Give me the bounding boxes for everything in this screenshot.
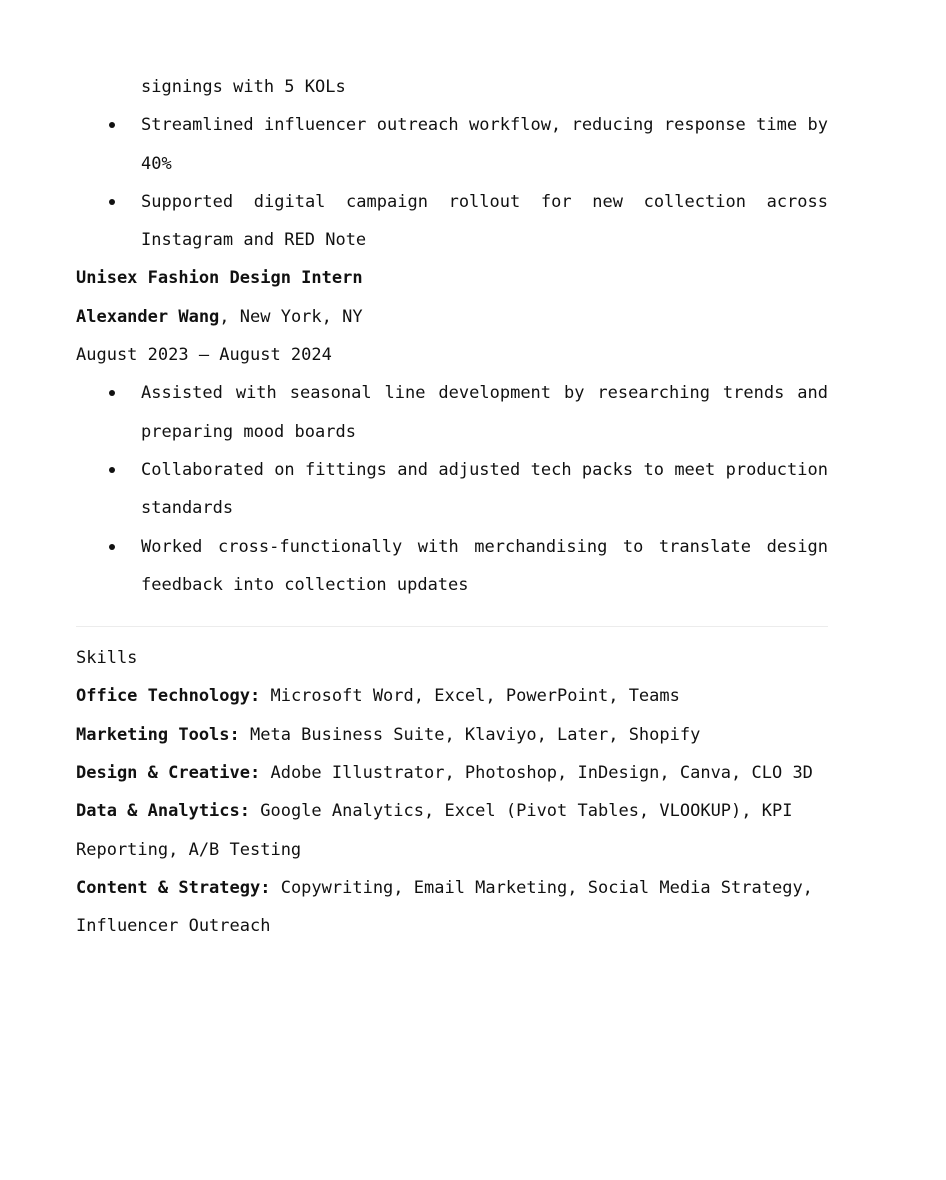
continued-bullet-text: signings with 5 KOLs xyxy=(141,77,346,97)
skill-value: Adobe Illustrator, Photoshop, InDesign, Canva, CLO 3D xyxy=(260,763,813,784)
job-bullets xyxy=(76,374,828,604)
skill-value: Copywriting, Email Marketing, Social Media Strategy, Influencer Outreach xyxy=(76,877,813,937)
bullet-icon xyxy=(109,390,115,396)
previous-job-bullets xyxy=(76,106,828,259)
list-item xyxy=(76,451,828,528)
skill-value: Meta Business Suite, Klaviyo, Later, Shopify xyxy=(239,724,701,745)
bullet-text: Supported digital campaign rollout for new collection across Instagram and RED Note xyxy=(141,191,828,251)
bullet-icon xyxy=(109,199,115,205)
skill-row-marketing xyxy=(76,716,840,754)
bullet-text: Streamlined influencer outreach workflow, reducing response time by 40% xyxy=(141,115,828,174)
skill-label: Design & Creative: xyxy=(76,763,261,784)
skill-value: Microsoft Word, Excel, PowerPoint, Teams xyxy=(260,686,680,707)
bullet-text: Collaborated on fittings and adjusted tech packs to meet production standards xyxy=(141,459,828,519)
bullet-icon xyxy=(109,467,115,473)
skill-label: Content & Strategy: xyxy=(76,877,271,898)
skill-label: Data & Analytics: xyxy=(76,801,250,822)
bullet-icon xyxy=(109,122,115,128)
section-divider xyxy=(76,626,828,627)
list-item xyxy=(76,183,828,260)
skill-label: Marketing Tools: xyxy=(76,724,240,745)
skills-heading: Skills xyxy=(76,648,138,669)
skill-value: Google Analytics, Excel (Pivot Tables, VLOOKUP), KPI Reporting, A/B Testing xyxy=(76,801,793,860)
skill-row-data xyxy=(76,792,840,869)
job-company-line xyxy=(76,298,828,336)
skill-row-design xyxy=(76,754,840,792)
job-title: Unisex Fashion Design Intern xyxy=(76,268,363,289)
bullet-text: Assisted with seasonal line development by researching trends and preparing mood boards xyxy=(141,383,828,442)
bullet-icon xyxy=(109,544,115,550)
bullet-text: Worked cross-functionally with merchandising to translate design feedback into collection updates xyxy=(141,536,828,595)
list-item xyxy=(76,374,828,451)
skill-label: Office Technology: xyxy=(76,686,261,707)
company-name: Alexander Wang xyxy=(76,306,220,327)
skill-row-office xyxy=(76,677,840,715)
skill-row-content xyxy=(76,869,840,946)
job-location: , New York, NY xyxy=(219,306,363,327)
resume-content xyxy=(76,68,828,946)
list-item xyxy=(76,528,828,605)
job-dates: August 2023 — August 2024 xyxy=(76,345,332,366)
list-item xyxy=(76,106,828,183)
